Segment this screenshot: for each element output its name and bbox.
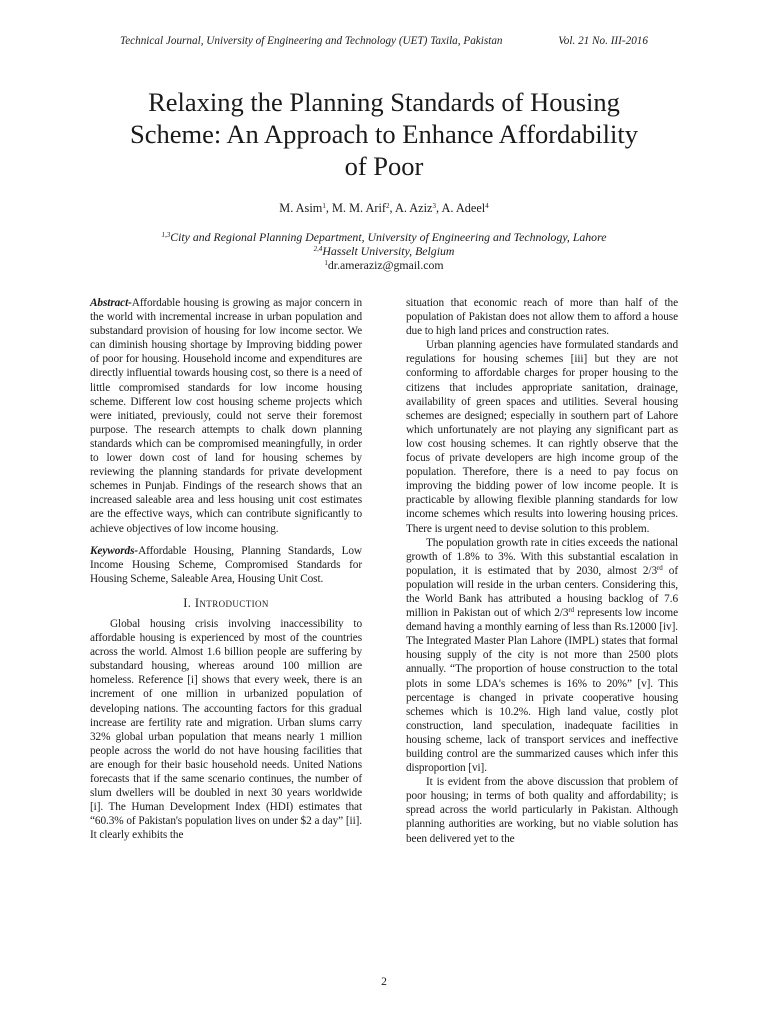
journal-name: Technical Journal, University of Engineering and Technology (UET) Taxila, Pakistan bbox=[120, 35, 503, 47]
paragraph-text: of population will reside in the urban centers. Considering this, the World Bank has attributed a housing backlog of 7.6 million in Pakistan out of which 2/3 bbox=[406, 564, 679, 620]
author-name: M. Asim bbox=[279, 201, 323, 215]
author-name: A. Aziz bbox=[394, 201, 433, 215]
keywords bbox=[90, 544, 362, 586]
affiliations bbox=[0, 230, 768, 272]
affiliation-line bbox=[0, 230, 768, 244]
body-paragraph: It is evident from the above discussion that problem of poor housing; in terms of both quality and affordability; is spread across the world particularly in Pakistan. Although planning authorities are working, but no viable solution has been delivered yet to the bbox=[406, 776, 678, 845]
paragraph-text: represents low income demand having a monthly earning of less than Rs.12000 [iv]. The Integrated Master Plan Lahore (IMPL) states that formal housing supply of the city is not more than 2500 plots annually. “The proportion of house construction to the total plots in some LDA's schemes is 16% to 20%” [v]. This percentage is changed in private cooperative housing schemes which is 10.2%. High land value, costly plot construction, land speculation, inadequate facilities in housing scheme, lack of transport services and ineffective building control are the summarized causes which infer this disproportion [vi]. bbox=[406, 607, 678, 775]
email-line bbox=[0, 258, 768, 272]
title-line: Relaxing the Planning Standards of Housing bbox=[148, 87, 620, 117]
author-name: M. M. Arif bbox=[331, 201, 386, 215]
keywords-label: Keywords- bbox=[90, 544, 139, 557]
section-numeral: I. bbox=[183, 595, 192, 610]
page-number: 2 bbox=[381, 976, 387, 988]
title-line: of Poor bbox=[344, 151, 424, 181]
affiliation-text: City and Regional Planning Department, University of Engineering and Technology, Lahore bbox=[170, 230, 607, 244]
author-sup: 3 bbox=[432, 202, 437, 210]
email-sup: 1 bbox=[324, 259, 328, 267]
paper-title bbox=[84, 86, 684, 182]
email-address: dr.ameraziz@gmail.com bbox=[327, 258, 444, 272]
paragraph-text: The population growth rate in cities exceeds the national growth of 1.8% to 3%. With this substantial escalation in population, it is estimated that by 2030, almost 2/3 bbox=[406, 536, 678, 577]
body-paragraph: Urban planning agencies have formulated standards and regulations for housing schemes [iii] but they are not conforming to affordable charges for proper housing to the citizens that includes appropriate sanitation, drainage, availability of green spaces and utilities. Several housing schemes are designed; especially in southern part of Lahore which unfortunately are not playing any significant part as low cost housing schemes. It can rightly observe that the focus of private developers are high income group of the population. Therefore, there is a need to pay focus on improving the bidding power of low income people. It is practicable by allowing flexible planning standards for low income schemes which results into lowering housing prices. There is urgent need to devise solution to this problem. bbox=[406, 339, 678, 535]
author-sup: 4 bbox=[485, 202, 489, 210]
author-name: A. Adeel bbox=[441, 201, 486, 215]
author-sup: 2 bbox=[385, 202, 390, 210]
author-list: M. Asim$^1$, M. M. Arif$^2$, A. Aziz$^3$, A. Adeel$^4$ bbox=[279, 201, 489, 215]
body-paragraph bbox=[406, 536, 678, 776]
abstract-label: Abstract- bbox=[90, 297, 132, 309]
left-column bbox=[90, 296, 362, 842]
journal-volume: Vol. 21 No. III-2016 bbox=[558, 35, 648, 47]
right-column bbox=[406, 296, 678, 846]
section-title: Introduction bbox=[194, 595, 269, 610]
intro-paragraph: Global housing crisis involving inaccessibility to affordable housing is experienced by most of the countries across the world. Almost 1.6 billion people are suffering by substandard housing, whereas around 100 million are homeless. Reference [i] shows that every week, there is an increment of one million in urbanized population of developing nations. The accounting factors for this gradual increase are fertility rate and migration. Urban slums carry 32% global urban population that means nearly 1 million people across the world do not have housing facilities that are enough for their basic household needs. United Nations forecasts that if the same scenario continues, the number of slum dwellers will be doubled in next 30 years worldwide [i]. The Human Development Index (HDI) estimates that “60.3% of Pakistan's population lives on under $2 a day” [ii]. It clearly exhibits the bbox=[90, 617, 362, 842]
abstract-text: Affordable housing is growing as major concern in the world with incremental increase in urban population and substandard provision of housing for low income sector. We can diminish housing shortage by Improving bidding power of poor for housing. Household income and expenditures are directly influential towards housing cost, so there is a need of little compromised standards for low income housing scheme. Different low cost housing scheme projects which were initiated, previously, could not serve their foremost purpose. The research attempts to chalk down planning standards which can be compromised meaningfully, in order to lower down cost of land for housing schemes by reviewing the planning standards for private development schemes in Punjab. Findings of the research shows that an increased saleable area and less housing unit cost estimates are the effective ways, which can contribute significantly to achieve objectives of low income housing. bbox=[90, 297, 362, 535]
affiliation-text: Hasselt University, Belgium bbox=[322, 244, 455, 258]
affiliation-sup: 1,3 bbox=[161, 231, 171, 239]
abstract bbox=[90, 296, 362, 536]
body-paragraph: situation that economic reach of more than half of the population of Pakistan does not allow them to afford a house due to high land prices and construction rates. bbox=[406, 297, 678, 338]
section-heading bbox=[90, 596, 362, 610]
affiliation-sup: 2,4 bbox=[313, 245, 323, 253]
keywords-text: Affordable Housing, Planning Standards, Low Income Housing Scheme, Compromised Standards for Housing Scheme, Saleable Area, Housing Unit Cost. bbox=[90, 544, 362, 585]
ordinal-sup: rd bbox=[657, 563, 663, 572]
affiliation-line bbox=[0, 244, 768, 258]
title-line: Scheme: An Approach to Enhance Affordability bbox=[129, 119, 639, 149]
ordinal-sup: rd bbox=[568, 606, 575, 615]
author-sup: 1 bbox=[322, 202, 326, 210]
